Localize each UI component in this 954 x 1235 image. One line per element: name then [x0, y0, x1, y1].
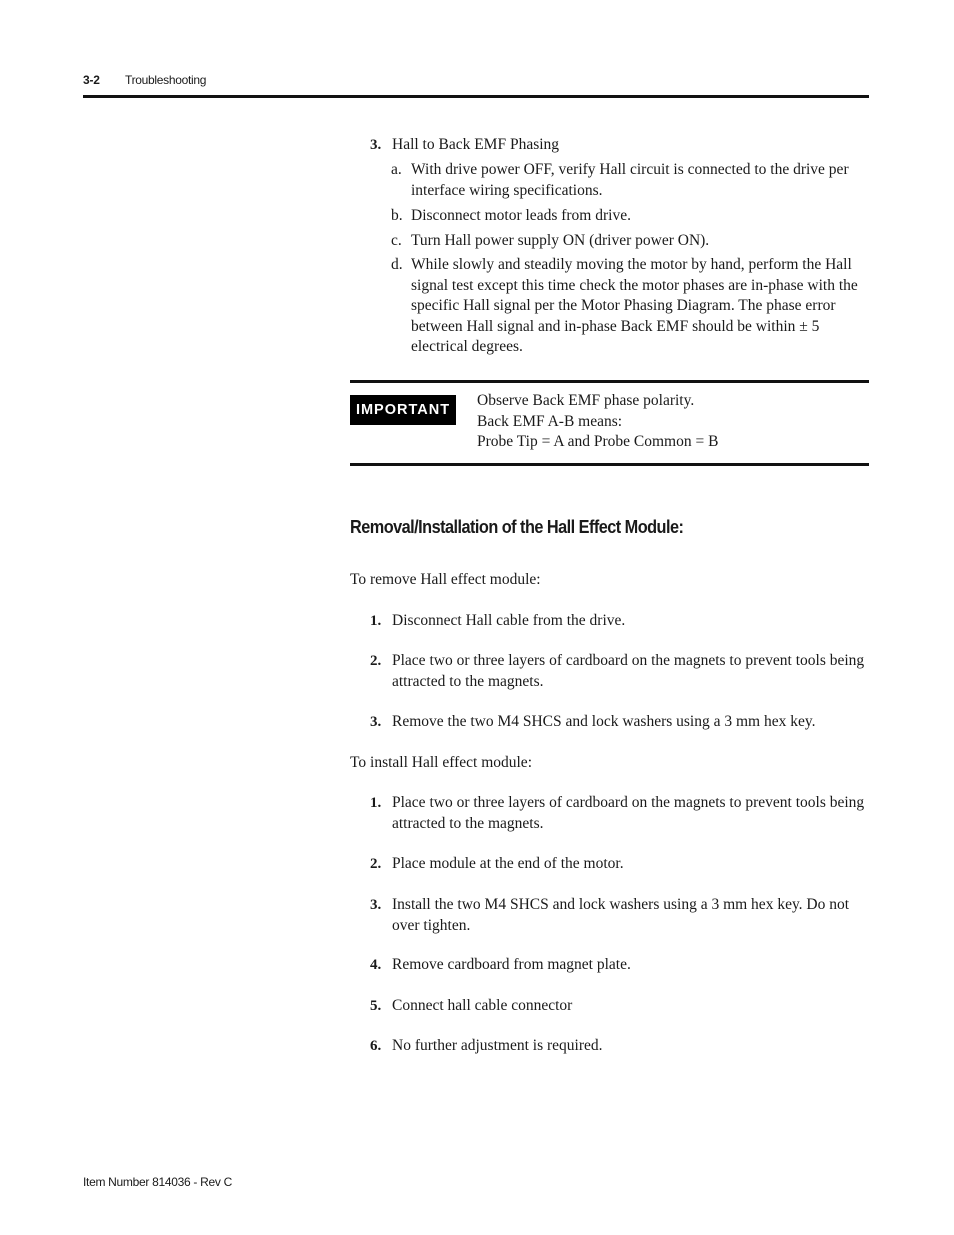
important-line: Back EMF A-B means:	[477, 412, 623, 430]
step-number: 2.	[370, 653, 382, 669]
install-intro: To install Hall effect module:	[350, 754, 532, 771]
substep-letter: d.	[391, 256, 403, 273]
important-line: Probe Tip = A and Probe Common = B	[477, 433, 719, 450]
step-number: 1.	[370, 795, 382, 811]
step-number: 3.	[370, 714, 382, 730]
remove-intro: To remove Hall effect module:	[350, 571, 541, 588]
substep-letter: b.	[391, 207, 403, 224]
header-divider	[83, 95, 869, 98]
step-number: 3.	[370, 137, 382, 153]
substep-letter: a.	[391, 161, 402, 178]
substep-text: While slowly and steadily moving the motor by hand, perform the Hall signal test except this time check the motor phases are in-phase with the specific Hall signal per the Motor Phasing Diagram. The phase error between Hall signal and in-phase Back EMF should be within ± 5 electrical degrees.	[411, 256, 858, 355]
step-text: Place two or three layers of cardboard on the magnets to prevent tools being attracted to the magnets.	[392, 794, 865, 832]
step-number: 3.	[370, 897, 382, 913]
step-text: Remove cardboard from magnet plate.	[392, 956, 631, 973]
substep-text: Turn Hall power supply ON (driver power ON).	[411, 232, 710, 249]
step-number: 2.	[370, 856, 382, 872]
step-text: Connect hall cable connector	[392, 997, 573, 1014]
callout-top-rule	[350, 380, 869, 383]
page-number: 3-2	[83, 73, 100, 87]
chapter-title: Troubleshooting	[125, 73, 207, 87]
step-text: Remove the two M4 SHCS and lock washers using a 3 mm hex key.	[392, 713, 816, 730]
section-heading: Removal/Installation of the Hall Effect Module:	[350, 516, 684, 537]
step-text: Install the two M4 SHCS and lock washers using a 3 mm hex key. Do not over tighten.	[392, 896, 850, 934]
step-text: Disconnect Hall cable from the drive.	[392, 612, 626, 629]
step-number: 1.	[370, 613, 382, 629]
step-text: No further adjustment is required.	[392, 1037, 603, 1054]
footer-item-number: Item Number 814036 - Rev C	[83, 1175, 232, 1189]
substep-text: Disconnect motor leads from drive.	[411, 207, 631, 224]
substep-letter: c.	[391, 232, 402, 249]
step-text: Place module at the end of the motor.	[392, 855, 624, 872]
step-number: 5.	[370, 998, 382, 1014]
substep-text: With drive power OFF, verify Hall circuit is connected to the drive per interface wiring specifications.	[411, 161, 849, 199]
important-badge: IMPORTANT	[350, 395, 456, 425]
step-text: Place two or three layers of cardboard on the magnets to prevent tools being attracted to the magnets.	[392, 652, 865, 690]
callout-bottom-rule	[350, 463, 869, 466]
step-title: Hall to Back EMF Phasing	[392, 136, 560, 153]
step-number: 4.	[370, 957, 382, 973]
step-number: 6.	[370, 1038, 382, 1054]
important-line: Observe Back EMF phase polarity.	[477, 392, 695, 409]
important-note	[477, 391, 867, 453]
